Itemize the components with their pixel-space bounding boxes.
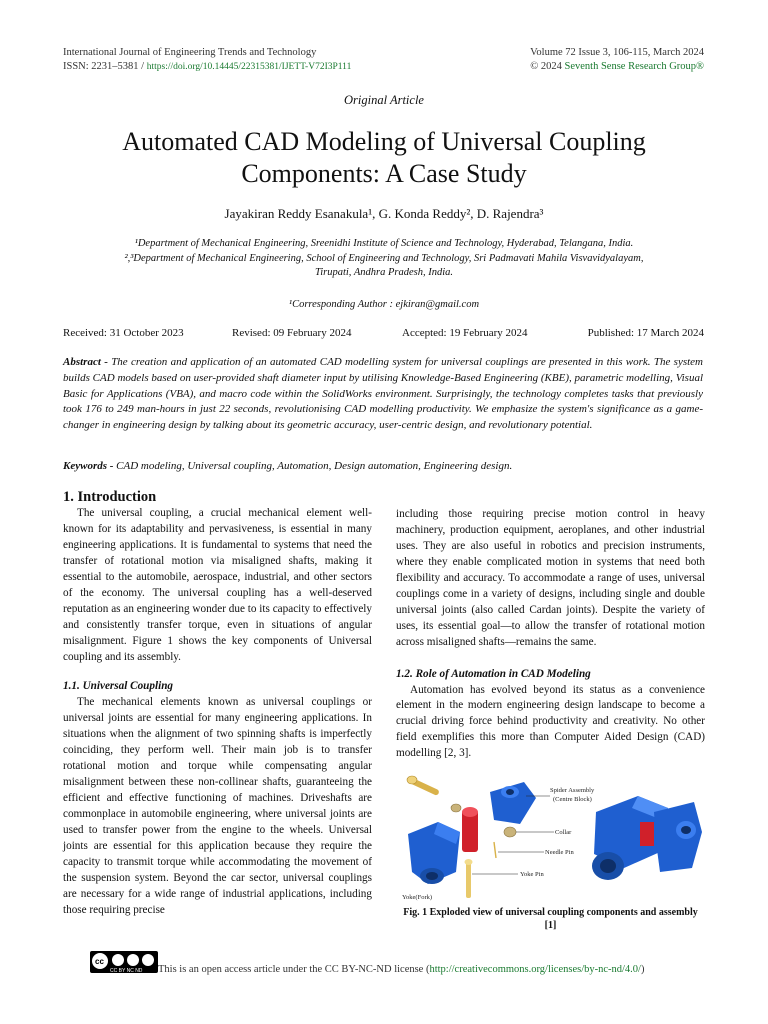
label-yoke-pin: Yoke Pin (520, 871, 544, 878)
label-spider-sub: (Centre Block) (553, 796, 592, 803)
left-column (63, 490, 372, 919)
yoke-pin-top-icon (407, 776, 440, 796)
copyright-year: © 2024 (530, 61, 562, 72)
issn-doi (63, 60, 351, 74)
abstract-text: The creation and application of an automated CAD modelling system for universal couplings are presented in this work. The system builds CAD models based on user-provided shaft diameter input by utilising Knowledge-Based Engineering (KBE), parametric modelling, Visual Basic for Applications (VBA), and macro code within the SolidWorks environment. Surprisingly, the technology completes tasks that previously took 176 to 249 man-hours in just 22 seconds, revolutionising CAD modelling productivity. We emphasize the system's significance as a game-changer in engineering design by talking about its geometric accuracy, user-centric design, and revolutionary potential. (63, 356, 703, 432)
assembly-icon (592, 796, 702, 880)
figure-exploded-view (398, 772, 706, 902)
volume-info: Volume 72 Issue 3, 106-115, March 2024 (530, 47, 704, 58)
doi-link[interactable]: https://doi.org/10.14445/22315381/IJETT-V72I3P111 (146, 62, 352, 72)
figure-caption (396, 906, 705, 932)
label-needle-pin: Needle Pin (545, 849, 574, 856)
authors: Jayakiran Reddy Esanakula¹, G. Konda Reddy², D. Rajendra³ (224, 206, 544, 221)
issn: ISSN: 2231–5381 / (63, 61, 145, 72)
collar-icon (504, 827, 516, 837)
article-type: Original Article (344, 93, 424, 107)
corresponding-author: ¹Corresponding Author : ejkiran@gmail.com (288, 299, 480, 310)
received-date: Received: 31 October 2023 (63, 327, 184, 339)
copyright (530, 60, 704, 74)
caption-line-1: Fig. 1 Exploded view of universal coupling components and assembly (403, 907, 698, 918)
subsection-heading-universal-coupling: 1.1. Universal Coupling (63, 680, 174, 693)
automation-paragraph: Automation has evolved beyond its status as a convenience element in the modern engineering design landscape to become a crucial driving force behind productivity and creativity. No other field exemplifies this more than Computer Aided Design (CAD) modelling [2, 3]. (396, 683, 705, 760)
paper-title (0, 126, 768, 190)
affiliation-2: ²,³Department of Mechanical Engineering, School of Engineering and Technology, Sri Padmavati Mahila Visvavidyalayam, (124, 252, 644, 264)
revised-date: Revised: 09 February 2024 (232, 327, 352, 339)
label-spider: Spider Assembly (550, 787, 595, 794)
label-yoke-fork: Yoke(Fork) (402, 894, 433, 901)
keywords-text: CAD modeling, Universal coupling, Automation, Design automation, Engineering design. (113, 460, 513, 472)
title-line-2: Components: A Case Study (241, 159, 527, 188)
label-collar: Collar (555, 829, 572, 836)
universal-coupling-paragraph: The mechanical elements known as universal couplings or universal joints are essential for many engineering applications. In situations when the alignment of two spinning shafts is imperfectly coinciding, they perform well. Their main job is to transfer rotational motion and torque while compensating angular misalignment between these non-collinear shafts, guaranteeing the efficient and effective functioning of machines. Driveshafts are commonplace in automobile engineering, where universal joints are used to transfer power from the engine to the wheels. Universal joints are essential for this application because they require the capacity to transmit torque while accommodating the movement of the suspension system. Beyond the car sector, universal couplings are necessary for a wide range of industrial applications, including those requiring precise (63, 696, 372, 916)
abstract (63, 355, 703, 434)
license-text: This is an open access article under the CC BY-NC-ND license ( (158, 964, 430, 975)
affiliation-1: ¹Department of Mechanical Engineering, Sreenidhi Institute of Science and Technology, Hyderabad, Telangana, India. (134, 238, 634, 249)
title-line-1: Automated CAD Modeling of Universal Coupling (122, 127, 646, 156)
journal-name: International Journal of Engineering Trends and Technology (63, 47, 317, 58)
published-date: Published: 17 March 2024 (587, 327, 704, 339)
yoke-pin-icon (465, 859, 473, 898)
accepted-date: Accepted: 19 February 2024 (402, 327, 528, 339)
continued-paragraph: including those requiring precise motion control in heavy machinery, production equipment, aeroplanes, and other industrial uses. They are also useful in robotics and precision instruments, where they enable complicated motion in systems that need both flexibility and accuracy. To accommodate a range of uses, universal couplings come in a variety of designs, including single and double universal joints (also called Cardan joints). Despite the variety of uses, its essential goal—to allow the transfer of rotational motion across misaligned shafts—remains the same. (396, 508, 705, 648)
license-link[interactable]: http://creativecommons.org/licenses/by-nc-nd/4.0/ (429, 964, 641, 975)
needle-pin-icon (494, 842, 496, 858)
spider-red-icon (462, 807, 478, 852)
caption-line-2: [1] (544, 920, 557, 931)
collar-top-icon (451, 804, 461, 812)
intro-paragraph: The universal coupling, a crucial mechanical element well-known for its adaptability and pervasiveness, is essential in many engineering applications. It is fundamental to systems that need the transfer of rotational motion via misaligned shafts, making it essential to the automobile, aerospace, industrial, and other sectors of the economy. The universal coupling has a well-deserved reputation as an engineering wonder due to its capacity to effectively and consistently transfer torque, even in situations of angular misalignment. Figure 1 shows the key components of Universal coupling and its assembly. (63, 506, 372, 663)
cc-license-badge[interactable] (90, 951, 158, 973)
right-column (396, 507, 705, 762)
yoke-upper-icon (490, 782, 536, 824)
abstract-label: Abstract - (63, 356, 108, 368)
subsection-heading-automation: 1.2. Role of Automation in CAD Modeling (396, 667, 591, 680)
keywords-label: Keywords - (63, 460, 114, 472)
license-text-end: ) (640, 964, 645, 975)
section-heading-introduction: 1. Introduction (63, 489, 157, 505)
affiliation-3: Tirupati, Andhra Pradesh, India. (314, 267, 454, 278)
cc-logo-icon (90, 951, 158, 973)
keywords (63, 459, 703, 475)
publisher-link[interactable]: Seventh Sense Research Group® (564, 61, 704, 72)
license-note (158, 964, 644, 975)
svg-text:cc: cc (95, 957, 104, 966)
yoke-left-icon (408, 822, 460, 884)
affiliations (40, 237, 728, 281)
badge-text: CC BY NC ND (110, 968, 143, 973)
